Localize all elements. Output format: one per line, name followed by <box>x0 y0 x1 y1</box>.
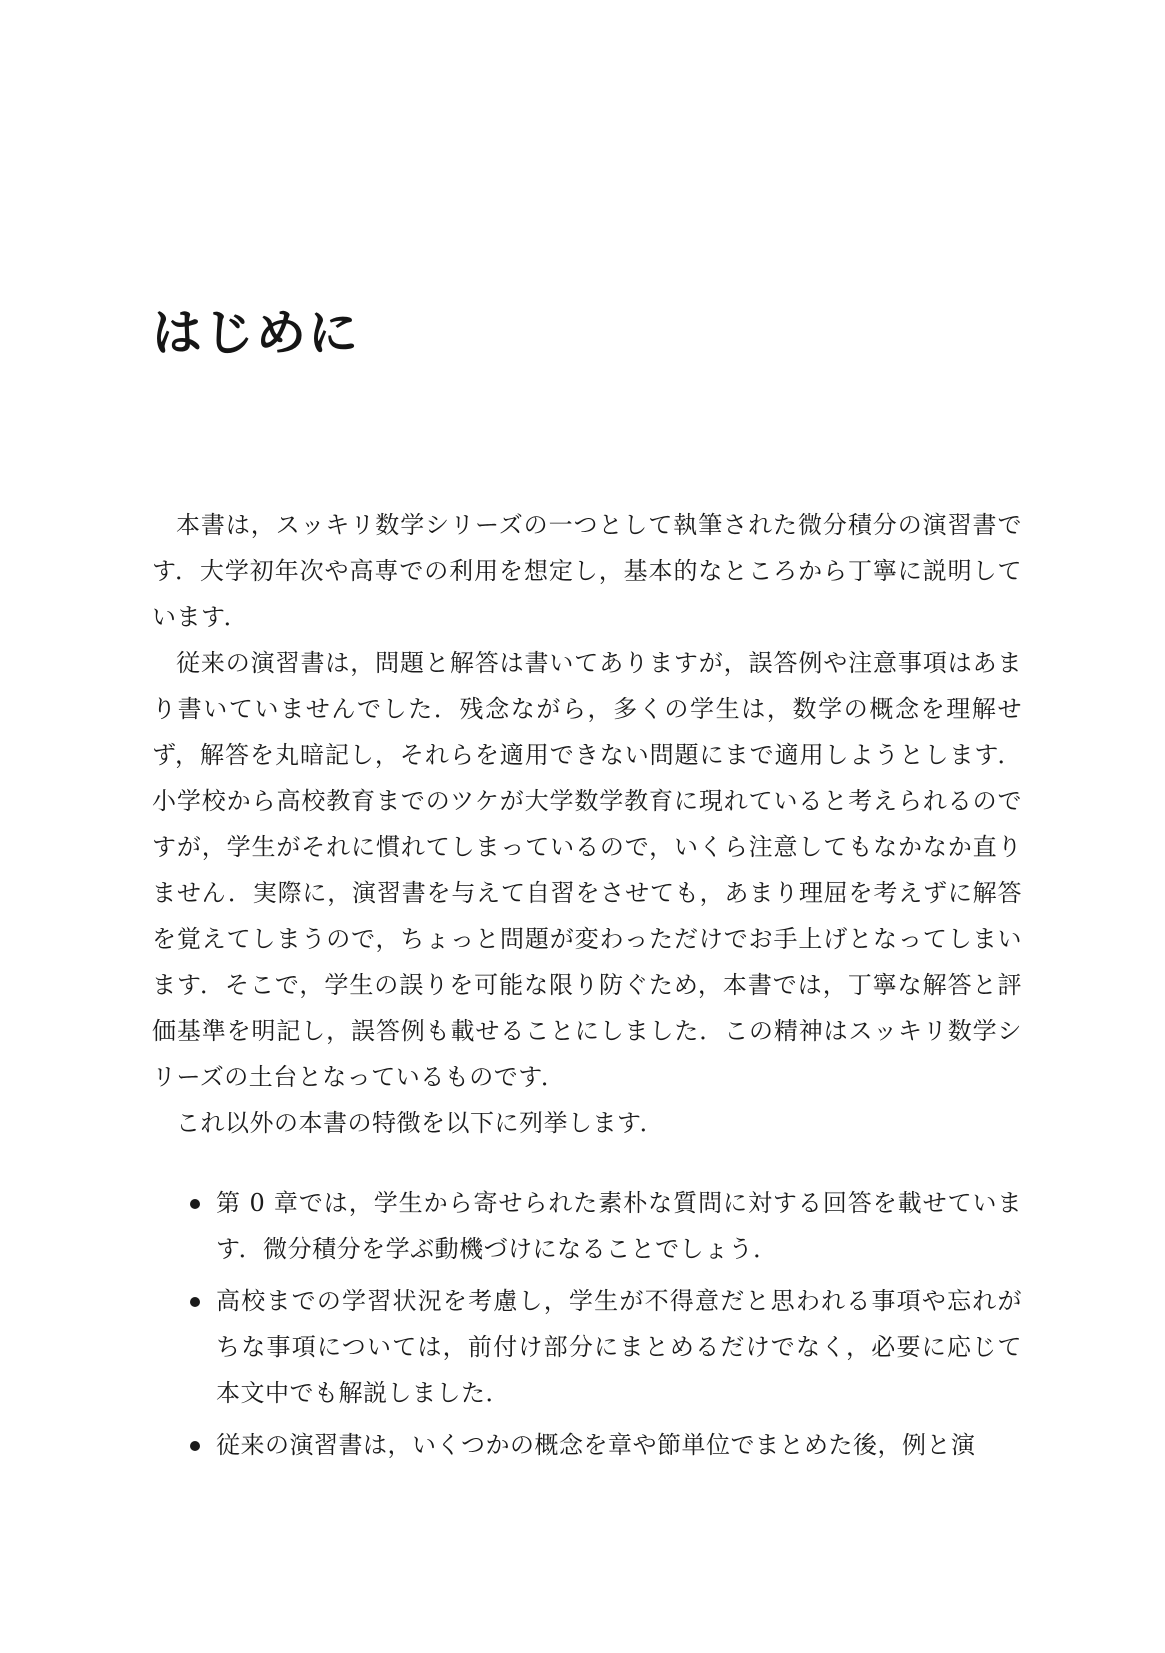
list-item-text: 従来の演習書は，いくつかの概念を章や節単位でまとめた後，例と演 <box>216 1431 976 1459</box>
preface-body <box>152 502 1022 1474</box>
list-item <box>152 1422 1022 1468</box>
feature-list <box>152 1180 1022 1468</box>
list-item-text: 第 0 章では，学生から寄せられた素朴な質問に対する回答を載せています．微分積分を学ぶ動機づけになることでしょう． <box>216 1189 1022 1263</box>
list-item-text: 高校までの学習状況を考慮し，学生が不得意だと思われる事項や忘れがちな事項については，前付け部分にまとめるだけでなく，必要に応じて本文中でも解説しました． <box>216 1287 1022 1407</box>
paragraph-features-lead: これ以外の本書の特徴を以下に列挙します． <box>176 1109 665 1137</box>
bullet-icon <box>190 1297 200 1307</box>
bullet-icon <box>190 1199 200 1209</box>
paragraph-motivation: 従来の演習書は，問題と解答は書いてありますが，誤答例や注意事項はあまり書いていませんでした．残念ながら，多くの学生は，数学の概念を理解せず，解答を丸暗記し，それらを適用できない問題にまで適用しようとします．小学校から高校教育までのツケが大学数学教育に現れていると考えられるのですが，学生がそれに慣れてしまっているので，いくら注意してもなかなか直りません．実際に，演習書を与えて自習をさせても，あまり理屈を考えずに解答を覚えてしまうので，ちょっと問題が変わっただけでお手上げとなってしまいます．そこで，学生の誤りを可能な限り防ぐため，本書では，丁寧な解答と評価基準を明記し，誤答例も載せることにしました．この精神はスッキリ数学シリーズの土台となっているものです． <box>152 649 1022 1091</box>
paragraph-intro: 本書は，スッキリ数学シリーズの一つとして執筆された微分積分の演習書です．大学初年次や高専での利用を想定し，基本的なところから丁寧に説明しています． <box>152 511 1022 631</box>
list-item <box>152 1278 1022 1416</box>
bullet-icon <box>190 1441 200 1451</box>
list-item <box>152 1180 1022 1272</box>
chapter-title: はじめに <box>152 304 360 362</box>
